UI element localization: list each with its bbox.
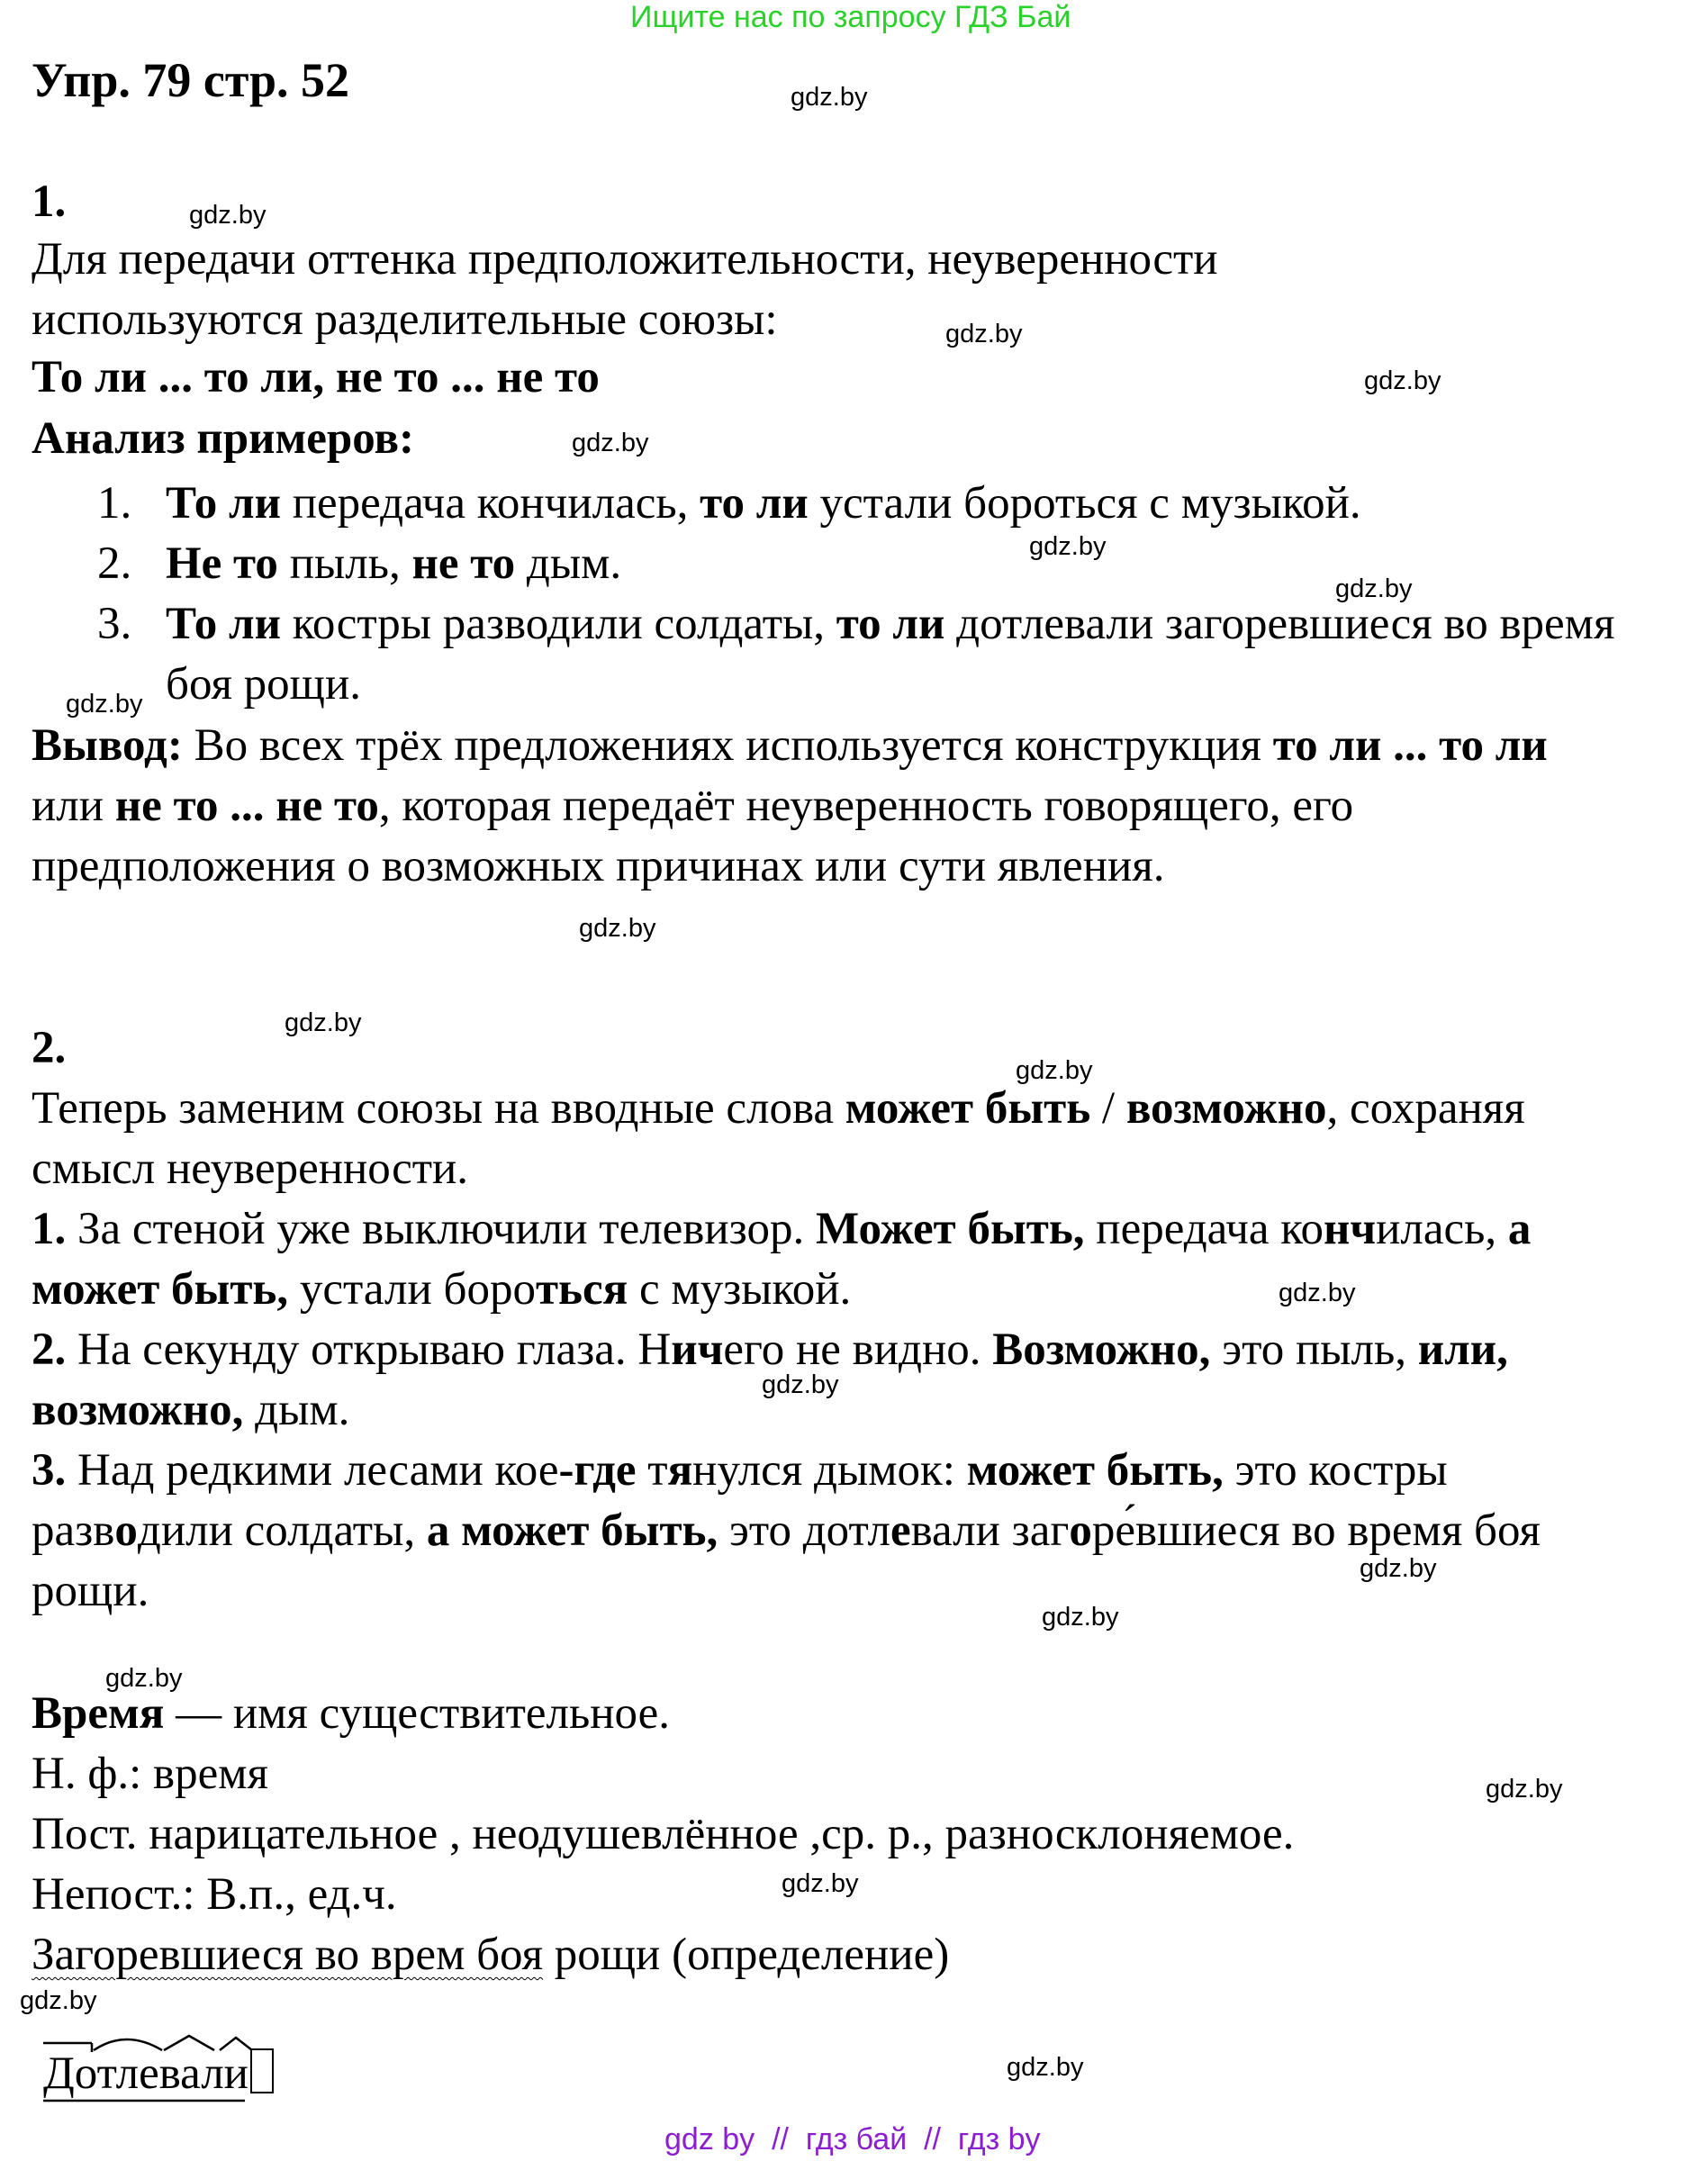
part2-number: 2.: [32, 1023, 67, 1073]
watermark: gdz.by: [105, 1664, 183, 1693]
example-item: [97, 594, 1615, 710]
morph-word-line: Время — имя существительное.: [32, 1688, 671, 1739]
example-text: То ли костры разводили солдаты, то ли дотлевали загоревшиеся во время боя рощи.: [166, 599, 1615, 710]
part1-conjunctions: То ли ... то ли, не то ... не то: [32, 352, 600, 402]
rewritten-sentence-3: 3. Над редкими лесами кое-где тянулся дымок: может быть, это костры разводили солдаты, а может быть, это дотлевали загоре́вшиеся во время боя рощи.: [32, 1445, 1541, 1616]
watermark: gdz.by: [579, 914, 656, 943]
part1-number: 1.: [32, 176, 67, 227]
example-number: 2.: [97, 538, 132, 589]
watermark: gdz.by: [1016, 1056, 1093, 1085]
example-text: Не то пыль, не то дым.: [166, 538, 622, 589]
watermark: gdz.by: [572, 429, 649, 457]
watermark: gdz.by: [1486, 1775, 1563, 1804]
watermark: gdz.by: [20, 1986, 97, 2015]
watermark: gdz.by: [762, 1370, 839, 1399]
watermark: gdz.by: [782, 1869, 859, 1898]
morpheme-marks: [36, 2030, 306, 2111]
watermark: gdz.by: [66, 690, 143, 719]
suffix-mark: [164, 2036, 214, 2050]
watermark: gdz.by: [1335, 574, 1413, 603]
example-number: 1.: [97, 478, 132, 529]
part1-intro: Для передачи оттенка предположительности, неуверенности используются разделительные союзы:: [32, 234, 1218, 345]
watermark: gdz.by: [1029, 532, 1107, 561]
search-banner: Ищите нас по запросу ГДЗ Бай: [630, 0, 1071, 34]
analysis-heading: Анализ примеров:: [32, 413, 415, 464]
watermark: gdz.by: [945, 320, 1023, 348]
part2-intro: Теперь заменим союзы на вводные слова может быть / возможно, сохраняя смысл неуверенности.: [32, 1083, 1525, 1194]
page-title: Упр. 79 стр. 52: [32, 53, 350, 107]
example-text: То ли передача кончилась, то ли устали бороться с музыкой.: [166, 478, 1361, 529]
example-number: 3.: [97, 599, 132, 649]
parsed-word: Дотлевали: [43, 2048, 249, 2099]
watermark: gdz.by: [791, 83, 868, 112]
root-arc: [94, 2039, 162, 2050]
watermark: gdz.by: [1279, 1279, 1356, 1307]
morph-constant-features: Пост. нарицательное , неодушевлённое ,ср. р., разносклоняемое.: [32, 1809, 1295, 1859]
example-item: [97, 534, 622, 594]
participle-phrase: Загоревшиеся во врем боя рощи (определение): [32, 1930, 950, 1980]
watermark: gdz.by: [285, 1008, 362, 1037]
watermark: gdz.by: [1042, 1603, 1119, 1632]
rewritten-sentence-2: 2. На секунду открываю глаза. Ничего не видно. Возможно, это пыль, или, возможно, дым.: [32, 1325, 1508, 1435]
suffix-mark: [220, 2038, 252, 2050]
watermark: gdz.by: [1360, 1554, 1437, 1583]
conclusion: Вывод: Во всех трёх предложениях используется конструкция то ли ... то ли или не то ... не то, которая передаёт неуверенность говорящего, его предположения о возможных причинах или сути явления.: [32, 720, 1548, 891]
morph-variable-features: Непост.: В.п., ед.ч.: [32, 1869, 397, 1920]
morph-initial-form: Н. ф.: время: [32, 1749, 268, 1799]
watermark: gdz.by: [189, 201, 267, 230]
footer-links: gdz by // гдз бай // гдз by: [664, 2122, 1041, 2156]
watermark: gdz.by: [1007, 2053, 1084, 2082]
rewritten-sentence-1: 1. За стеной уже выключили телевизор. Может быть, передача кончилась, а может быть, устали бороться с музыкой.: [32, 1204, 1532, 1315]
watermark: gdz.by: [1364, 366, 1441, 395]
example-item: [97, 474, 1361, 534]
